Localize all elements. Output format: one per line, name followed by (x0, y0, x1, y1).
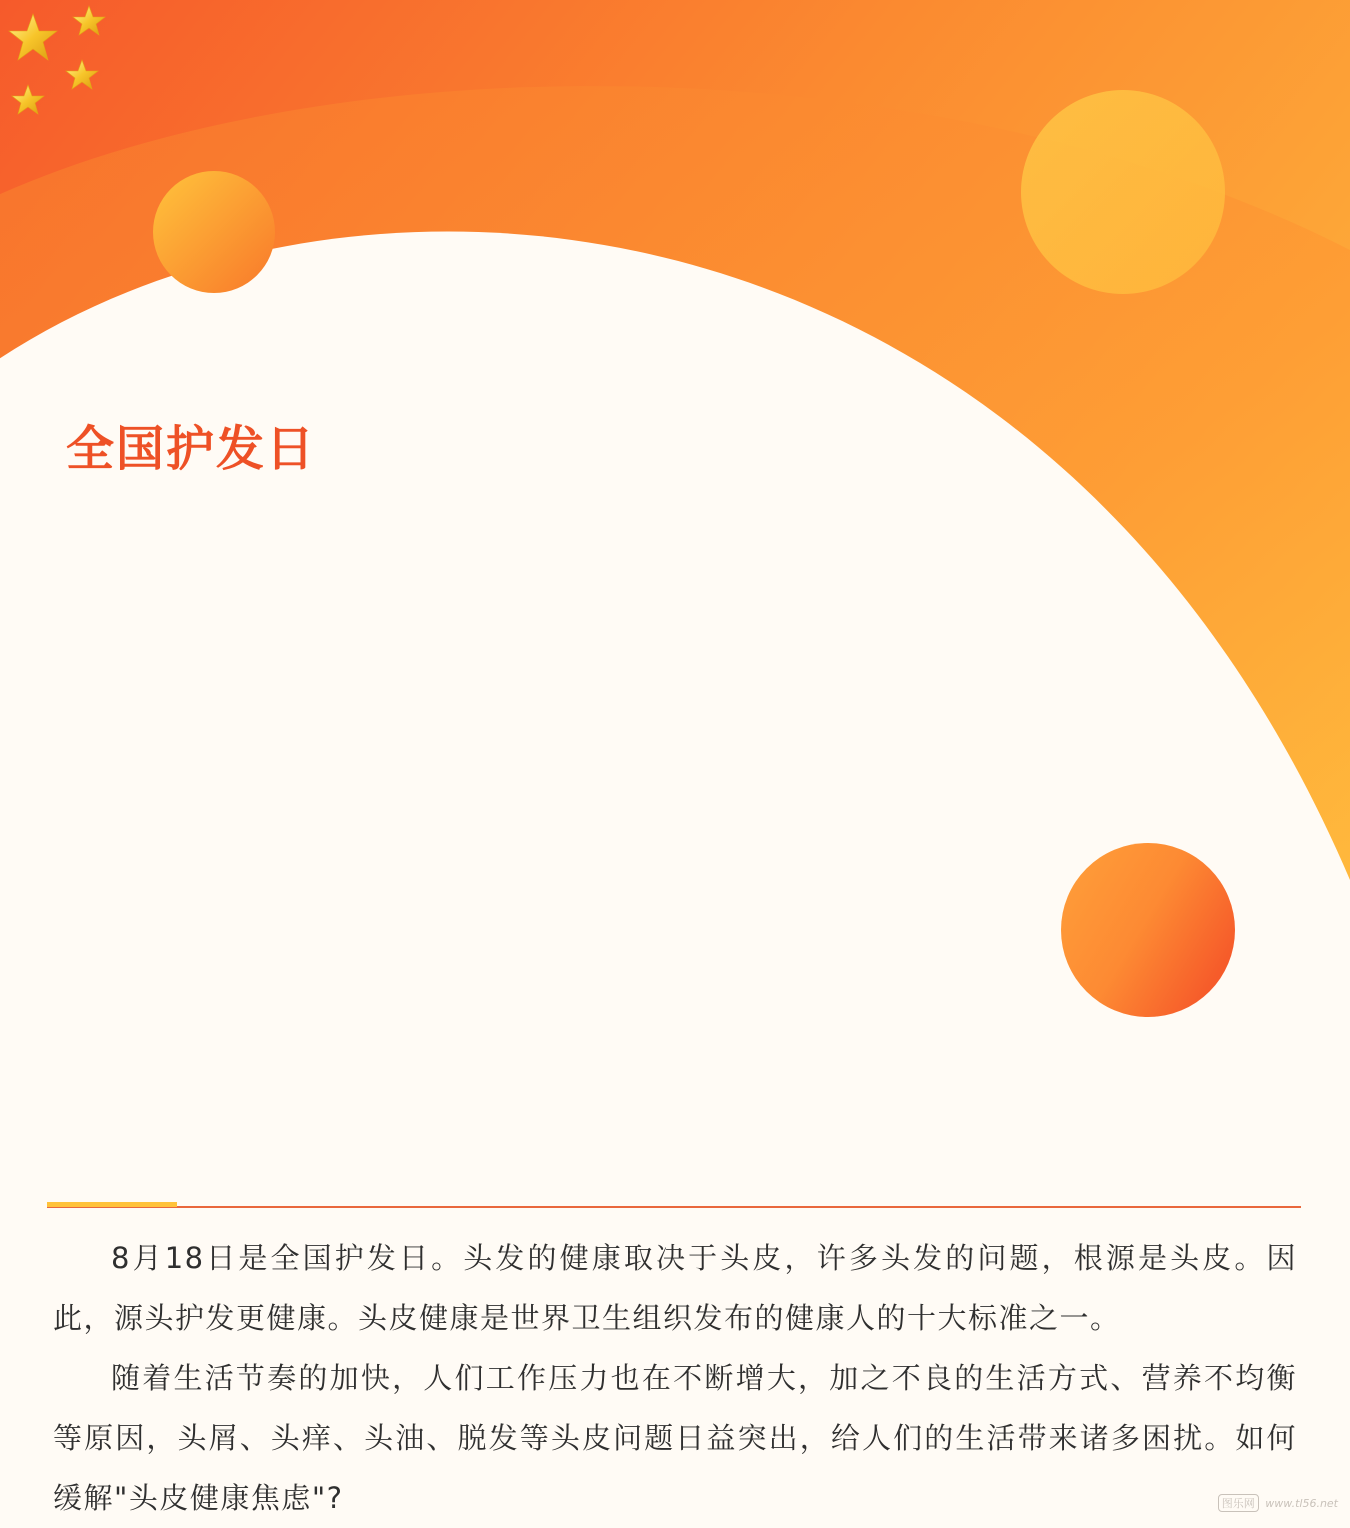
article-body (53, 1228, 1297, 1528)
star-icon (9, 14, 57, 60)
star-icon (12, 85, 44, 114)
watermark-text: www.tl56.net (1265, 1497, 1338, 1510)
section-divider (47, 1200, 1301, 1208)
watermark-badge: 图乐网 (1218, 1494, 1259, 1512)
divider-accent (47, 1202, 177, 1207)
article-paragraph: 8月18日是全国护发日。头发的健康取决于头皮，许多头发的问题，根源是头皮。因此，源头护发更健康。头皮健康是世界卫生组织发布的健康人的十大标准之一。 (53, 1241, 1297, 1335)
decor-circle-large (1021, 90, 1225, 294)
decor-circle-small (153, 171, 275, 293)
star-icon (73, 6, 105, 35)
article-paragraph: 随着生活节奏的加快，人们工作压力也在不断增大，加之不良的生活方式、营养不均衡等原因，头屑、头痒、头油、脱发等头皮问题日益突出，给人们的生活带来诸多困扰。如何缓解"头皮健康焦虑"? (53, 1361, 1297, 1515)
watermark (1218, 1494, 1338, 1512)
page-title: 全国护发日 (66, 421, 317, 477)
decor-ball (1061, 843, 1235, 1017)
star-cluster-icon (0, 0, 120, 130)
star-icon (66, 60, 98, 89)
divider-line (47, 1206, 1301, 1208)
